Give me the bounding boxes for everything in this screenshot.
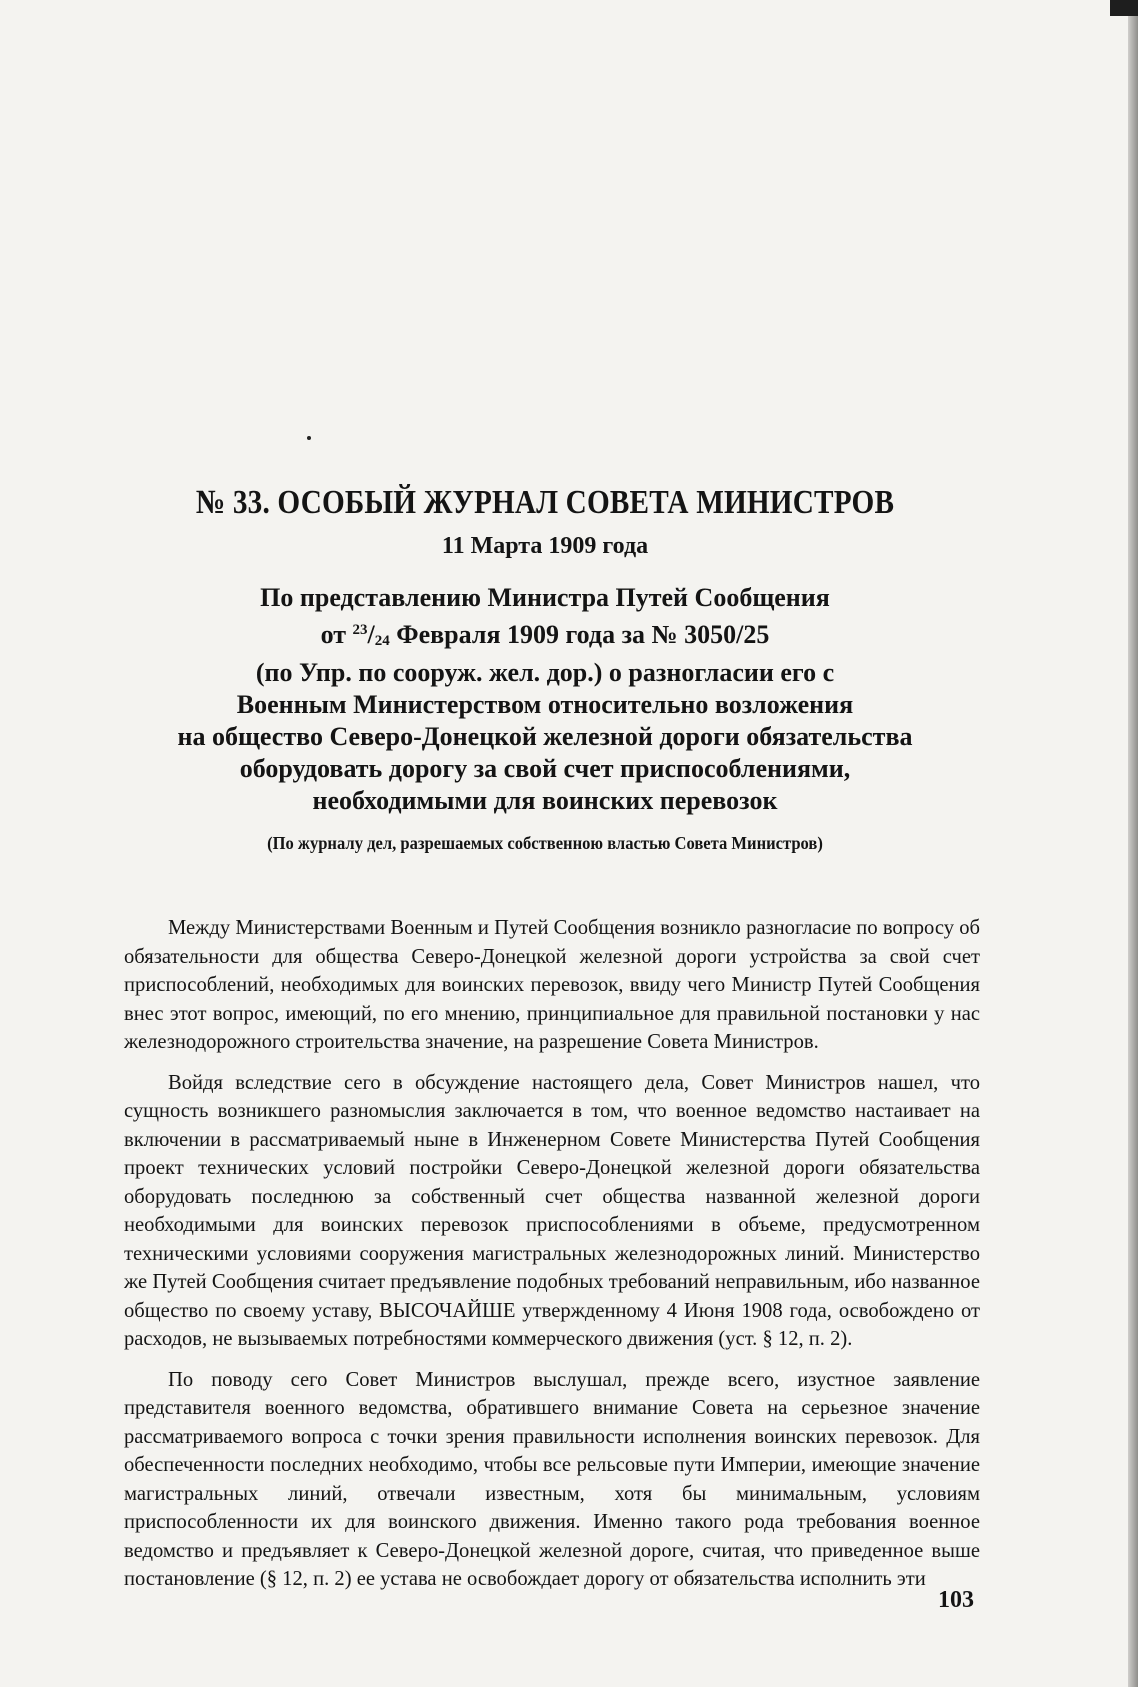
subject-line-6: оборудовать дорогу за свой счет приспособлениями, <box>239 754 851 783</box>
subject-line-1: По представлению Министра Путей Сообщения <box>260 583 830 612</box>
subject-line-2-prefix: от <box>320 620 353 649</box>
body-paragraph-1: Между Министерствами Военным и Путей Сообщения возникло разногласие по вопросу об обязательности для общества Северо-Донецкой железной дороги устройства за свой счет приспособлений, необходимых для воинских перевозок, ввиду чего Министр Путей Сообщения внес этот вопрос, имеющий, по его мнению, принципиальное для правильной постановки у нас железнодорожного строительства значение, на разрешение Совета Министров. <box>124 917 980 1053</box>
subject-line-7: необходимыми для воинских перевозок <box>312 786 778 815</box>
subject-line-2 <box>110 614 980 657</box>
fraction-separator: / <box>367 620 375 649</box>
document-title: № 33. ОСОБЫЙ ЖУРНАЛ СОВЕТА МИНИСТРОВ <box>195 484 895 521</box>
page-number: 103 <box>938 1587 974 1613</box>
document-body <box>124 914 980 1606</box>
ink-dot <box>307 436 311 440</box>
body-paragraph-3: По поводу сего Совет Министров выслушал, прежде всего, изустное заявление представителя военного ведомства, обратившего внимание Совета на серьезное значение рассматриваемого вопроса с точки зрения правильности исполнения воинских перевозок. Для обеспеченности последних необходимо, чтобы все рельсовые пути Империи, имеющие значение магистральных линий, отвечали известным, хотя бы минимальным, условиям приспособленности их для воинского движения. Именно такого рода требования военное ведомство и предъявляет к Северо-Донецкой железной дороге, считая, что приведенное выше постановление (§ 12, п. 2) ее устава не освобождает дорогу от обязательства исполнить эти <box>124 1368 980 1590</box>
subject-line-2-suffix: Февраля 1909 года за № 3050/25 <box>389 620 770 649</box>
document-header <box>110 482 980 855</box>
document-date: 11 Марта 1909 года <box>441 533 649 559</box>
fraction-denominator: 24 <box>374 633 390 649</box>
document-subject <box>110 582 980 817</box>
fraction-numerator: 23 <box>352 622 368 638</box>
page-edge-shadow <box>1128 0 1138 1687</box>
document-note: (По журналу дел, разрешаемых собственною властью Совета Министров) <box>267 833 823 853</box>
subject-line-3: (по Упр. по сооруж. жел. дор.) о разногласии его с <box>255 658 835 687</box>
date-fraction <box>353 620 390 649</box>
subject-line-5: на общество Северо-Донецкой железной дороги обязательства <box>177 722 913 751</box>
subject-line-4: Военным Министерством относительно возложения <box>236 690 854 719</box>
scan-corner-mark <box>1110 0 1138 16</box>
body-paragraph-2: Войдя вследствие сего в обсуждение настоящего дела, Совет Министров нашел, что сущность возникшего разномыслия заключается в том, что военное ведомство настаивает на включении в рассматриваемый ныне в Инженерном Совете Министерства Путей Сообщения проект технических условий постройки Северо-Донецкой железной дороги обязательства оборудовать последнюю за собственный счет общества названной железной дороги необходимыми для воинских перевозок приспособлениями в объеме, предусмотренном техническими условиями сооружения магистральных железнодорожных линий. Министерство же Путей Сообщения считает предъявление подобных требований неправильным, ибо названное общество по своему уставу, ВЫСОЧАЙШЕ утвержденному 4 Июня 1908 года, освобождено от расходов, не вызываемых потребностями коммерческого движения (уст. § 12, п. 2). <box>124 1071 980 1350</box>
